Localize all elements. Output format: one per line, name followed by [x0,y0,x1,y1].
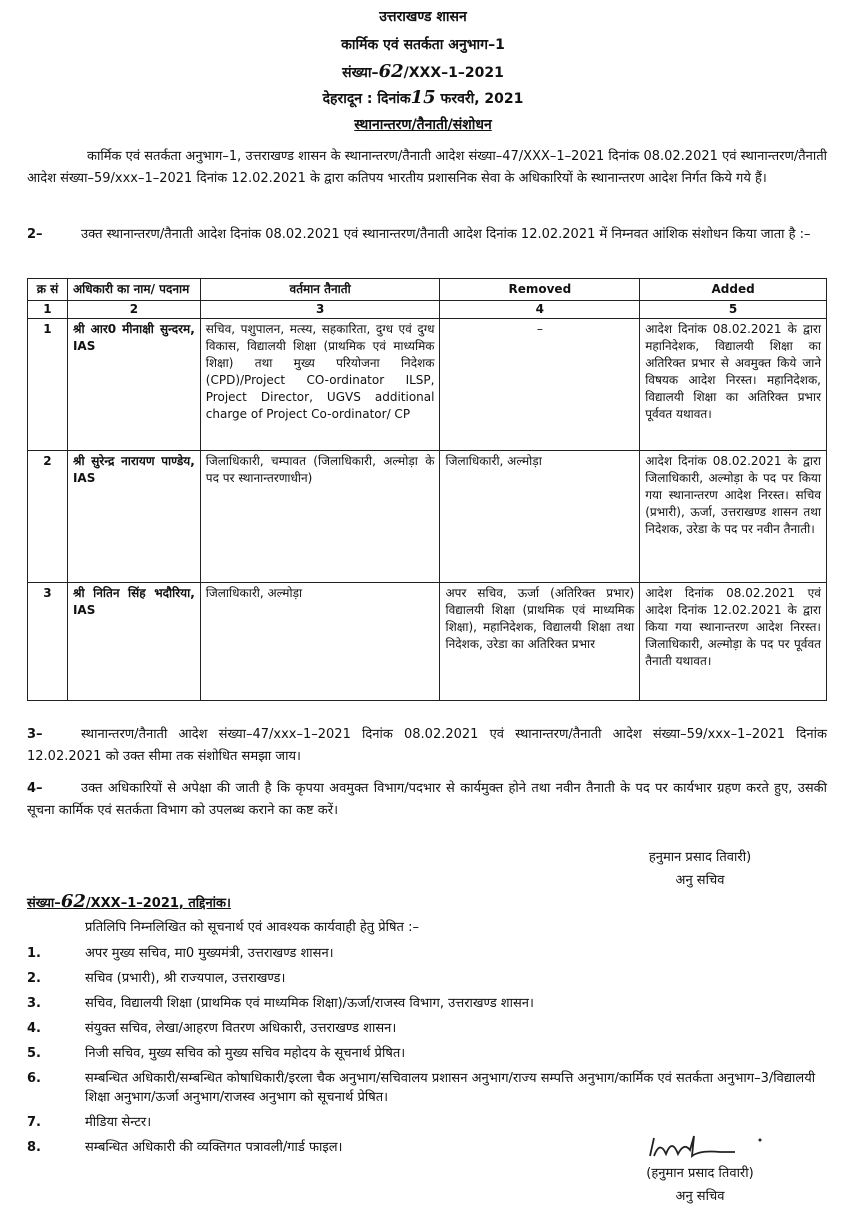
table-row [28,451,827,583]
item-text: सचिव, विद्यालयी शिक्षा (प्राथमिक एवं माध्यमिक शिक्षा)/ऊर्जा/राजस्व विभाग, उत्तराखण्ड शासन। [85,996,534,1011]
col-number: 4 [440,301,640,319]
col-number: 5 [640,301,827,319]
cell-added: आदेश दिनांक 08.02.2021 एवं आदेश दिनांक 12.02.2021 के द्वारा किया गया स्थानान्तरण आदेश निरस्त। जिलाधिकारी, अल्मोड़ा के पद पर पूर्ववत तैनाती यथावत। [640,583,827,701]
list-item [27,1069,827,1107]
subject: स्थानान्तरण/तैनाती/संशोधन [354,117,492,133]
cell-sn: 3 [28,583,68,701]
item-text: सचिव (प्रभारी), श्री राज्यपाल, उत्तराखण्ड। [85,971,286,986]
cell-name: श्री नितिन सिंह भदौरिया, IAS [67,583,200,701]
signature-block-1 [580,848,820,890]
list-item [27,1019,827,1038]
cell-name: श्री सुरेन्द्र नारायण पाण्डेय, IAS [67,451,200,583]
header-name: अधिकारी का नाम/ पदनाम [67,279,200,301]
item-text: संयुक्त सचिव, लेखा/आहरण वितरण अधिकारी, उत्तराखण्ड शासन। [85,1021,397,1036]
cell-sn: 1 [28,319,68,451]
amendment-table [27,278,827,701]
copy-ref-prefix: संख्या– [27,896,61,911]
cell-removed: जिलाधिकारी, अल्मोड़ा [440,451,640,583]
signatory-designation: अनु सचिव [675,873,725,888]
col-number: 1 [28,301,68,319]
paragraph-2-number: 2– [27,227,43,242]
header-removed: Removed [440,279,640,301]
signatory-designation: अनु सचिव [675,1189,725,1204]
copy-reference [27,892,231,913]
copy-ref-handwritten: 62 [60,891,86,912]
item-number: 4. [27,1021,41,1036]
place-date [0,88,846,109]
item-text: सम्बन्धित अधिकारी की व्यक्तिगत पत्रावली/गार्ड फाइल। [85,1140,343,1155]
paragraph-1: कार्मिक एवं सतर्कता अनुभाग–1, उत्तराखण्ड शासन के स्थानान्तरण/तैनाती आदेश संख्या–47/XXX–1–2021 दिनांक 08.02.2021 एवं स्थानान्तरण/तैनाती आदेश संख्या–59/xxx–1–2021 दिनांक 12.02.2021 के द्वारा कतिपय भारतीय प्रशासनिक सेवा के अधिकारियों के स्थानान्तरण आदेश निर्गत किये गये हैं। [27,149,827,186]
cell-removed: – [440,319,640,451]
cell-name: श्री आर0 मीनाक्षी सुन्दरम, IAS [67,319,200,451]
list-item [27,1044,827,1063]
order-number [0,62,846,83]
date-suffix: फरवरी, 2021 [440,91,524,107]
date-handwritten: 15 [410,87,436,108]
number-prefix: संख्या– [342,65,379,81]
col-number: 2 [67,301,200,319]
item-number: 8. [27,1140,41,1155]
cell-removed: अपर सचिव, ऊर्जा (अतिरिक्त प्रभार) विद्यालयी शिक्षा (प्राथमिक एवं माध्यमिक शिक्षा), महानिदेशक, विद्यालयी शिक्षा तथा निदेशक, उरेडा का अतिरिक्त प्रभार [440,583,640,701]
signature-block-2 [580,1164,820,1206]
paragraph-4 [27,778,827,822]
number-handwritten: 62 [378,61,404,82]
header-added: Added [640,279,827,301]
govt-name: उत्तराखण्ड शासन [379,9,467,25]
copy-ref-suffix: /XXX–1–2021, तद्दिनांक। [85,896,231,911]
list-item [27,944,827,963]
signatory-name: हनुमान प्रसाद तिवारी) [648,850,752,865]
place-date-prefix: देहरादून : दिनांक [322,91,411,107]
table-header-row [28,279,827,301]
cell-current: सचिव, पशुपालन, मत्स्य, सहकारिता, दुग्ध एवं दुग्ध विकास, विद्यालयी शिक्षा (प्राथमिक एवं माध्यमिक शिक्षा) तथा मुख्य परियोजना निदेशक (CPD)/Project CO-ordinator ILSP, Project Director, UGVS additional charge of Project Co-ordinator/ CP [200,319,440,451]
table-row [28,319,827,451]
cell-current: जिलाधिकारी, अल्मोड़ा [200,583,440,701]
paragraph-3 [27,724,827,768]
cell-added: आदेश दिनांक 08.02.2021 के द्वारा जिलाधिकारी, अल्मोड़ा के पद पर किया गया स्थानान्तरण आदेश निरस्त। सचिव (प्रभारी), ऊर्जा, उत्तराखण्ड शासन तथा निदेशक, उरेडा के पद पर नवीन तैनाती। [640,451,827,583]
copy-intro: प्रतिलिपि निम्नलिखित को सूचनार्थ एवं आवश्यक कार्यवाही हेतु प्रेषित :– [85,920,419,935]
paragraph-3-number: 3– [27,727,43,742]
signatory-name: (हनुमान प्रसाद तिवारी) [646,1166,754,1181]
item-number: 7. [27,1115,41,1130]
item-number: 6. [27,1071,41,1086]
number-suffix: /XXX–1–2021 [403,65,504,81]
column-number-row [28,301,827,319]
paragraph-3-text: स्थानान्तरण/तैनाती आदेश संख्या–47/xxx–1–2021 दिनांक 08.02.2021 एवं स्थानान्तरण/तैनाती आदेश संख्या–59/xxx–1–2021 दिनांक 12.02.2021 को उक्त सीमा तक संशोधित समझा जाय। [27,727,827,764]
item-number: 1. [27,946,41,961]
section-name: कार्मिक एवं सतर्कता अनुभाग–1 [341,37,505,53]
item-number: 2. [27,971,41,986]
list-item [27,994,827,1013]
table-row [28,583,827,701]
cell-current: जिलाधिकारी, चम्पावत (जिलाधिकारी, अल्मोड़ा के पद पर स्थानान्तरणाधीन) [200,451,440,583]
paragraph-2 [27,224,827,246]
header-sn: क्र सं [28,279,68,301]
paragraph-2-text: उक्त स्थानान्तरण/तैनाती आदेश दिनांक 08.02.2021 एवं स्थानान्तरण/तैनाती आदेश दिनांक 12.02.2021 में निम्नवत आंशिक संशोधन किया जाता है :– [81,227,811,242]
item-text: मीडिया सेन्टर। [85,1115,152,1130]
item-number: 5. [27,1046,41,1061]
header-current: वर्तमान तैनाती [200,279,440,301]
paragraph-4-text: उक्त अधिकारियों से अपेक्षा की जाती है कि कृपया अवमुक्त विभाग/पदभार से कार्यमुक्त होने तथा नवीन तैनाती के पद पर कार्यभार ग्रहण करते हुए, उसकी सूचना कार्मिक एवं सतर्कता विभाग को उपलब्ध कराने का कष्ट करें। [27,781,827,818]
list-item [27,969,827,988]
item-text: अपर मुख्य सचिव, मा0 मुख्यमंत्री, उत्तराखण्ड शासन। [85,946,334,961]
item-text: निजी सचिव, मुख्य सचिव को मुख्य सचिव महोदय के सूचनार्थ प्रेषित। [85,1046,406,1061]
col-number: 3 [200,301,440,319]
item-number: 3. [27,996,41,1011]
handwritten-signature [640,1130,780,1164]
item-text: सम्बन्धित अधिकारी/सम्बन्धित कोषाधिकारी/इरला चैक अनुभाग/सचिवालय प्रशासन अनुभाग/राज्य सम्पत्ति अनुभाग/कार्मिक एवं सतर्कता अनुभाग–3/विद्यालयी शिक्षा अनुभाग/ऊर्जा अनुभाग/राजस्व अनुभाग को सूचनार्थ प्रेषित। [85,1071,816,1105]
cell-added: आदेश दिनांक 08.02.2021 के द्वारा महानिदेशक, विद्यालयी शिक्षा का अतिरिक्त प्रभार से अवमुक्त किये जाने विषयक आदेश निरस्त। महानिदेशक, विद्यालयी शिक्षा का अतिरिक्त प्रभार पूर्ववत यथावत। [640,319,827,451]
paragraph-4-number: 4– [27,781,43,796]
cell-sn: 2 [28,451,68,583]
